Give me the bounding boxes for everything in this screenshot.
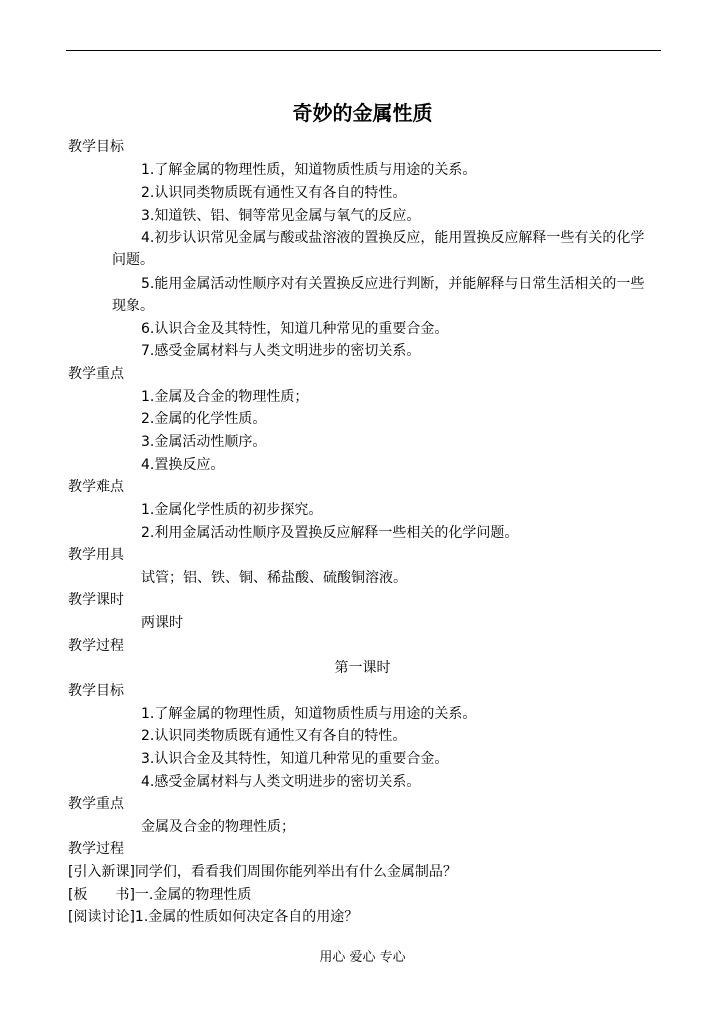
text-line: 现象。 (112, 298, 154, 314)
section-heading: 教学过程 (68, 638, 124, 654)
text-line: 4.感受金属材料与人类文明进步的密切关系。 (141, 774, 421, 790)
page-footer: 用心 爱心 专心 (319, 950, 406, 965)
section-heading: 教学重点 (68, 796, 124, 812)
text-line: 5.能用金属活动性顺序对有关置换反应进行判断，并能解释与日常生活相关的一些 (141, 276, 645, 292)
text-line: 4.初步认识常见金属与酸或盐溶液的置换反应，能用置换反应解释一些有关的化学 (141, 230, 645, 246)
section-heading: [阅读讨论]1.金属的性质如何决定各自的用途？ (68, 909, 359, 925)
text-line: 1.了解金属的物理性质，知道物质性质与用途的关系。 (141, 706, 477, 722)
section-heading: 教学目标 (68, 139, 124, 155)
document-title: 奇妙的金属性质 (292, 101, 433, 125)
lesson-heading: 第一课时 (334, 660, 391, 676)
text-line: 3.知道铁、铝、铜等常见金属与氧气的反应。 (141, 208, 421, 224)
text-line: 试管；铝、铁、铜、稀盐酸、硫酸铜溶液。 (141, 570, 407, 586)
text-line: 2.金属的化学性质。 (141, 411, 267, 427)
text-line: 1.金属化学性质的初步探究。 (141, 502, 323, 518)
section-heading: [引入新课]同学们，看看我们周围你能列举出有什么金属制品？ (68, 864, 457, 880)
text-line: 1.金属及合金的物理性质； (141, 389, 309, 405)
section-heading: 教学过程 (68, 841, 124, 857)
section-heading: 教学课时 (68, 592, 124, 608)
text-line: 问题。 (112, 252, 154, 268)
text-line: 3.金属活动性顺序。 (141, 434, 267, 450)
text-line: 3.认识合金及其特性，知道几种常见的重要合金。 (141, 751, 449, 767)
text-line: 4.置换反应。 (141, 457, 225, 473)
section-heading: 教学重点 (68, 366, 124, 382)
text-line: 2.认识同类物质既有通性又有各自的特性。 (141, 185, 407, 201)
text-line: 2.认识同类物质既有通性又有各自的特性。 (141, 728, 407, 744)
text-line: 1.了解金属的物理性质，知道物质性质与用途的关系。 (141, 162, 477, 178)
text-line: 2.利用金属活动性顺序及置换反应解释一些相关的化学问题。 (141, 525, 519, 541)
section-heading: 教学难点 (68, 479, 124, 495)
section-heading: [板 书]一.金属的物理性质 (68, 887, 252, 903)
section-heading: 教学用具 (68, 547, 124, 563)
text-line: 7.感受金属材料与人类文明进步的密切关系。 (141, 343, 421, 359)
header-rule (66, 50, 661, 51)
section-heading: 教学目标 (68, 683, 124, 699)
text-line: 两课时 (141, 615, 183, 631)
text-line: 金属及合金的物理性质； (141, 819, 295, 835)
text-line: 6.认识合金及其特性，知道几种常见的重要合金。 (141, 321, 449, 337)
